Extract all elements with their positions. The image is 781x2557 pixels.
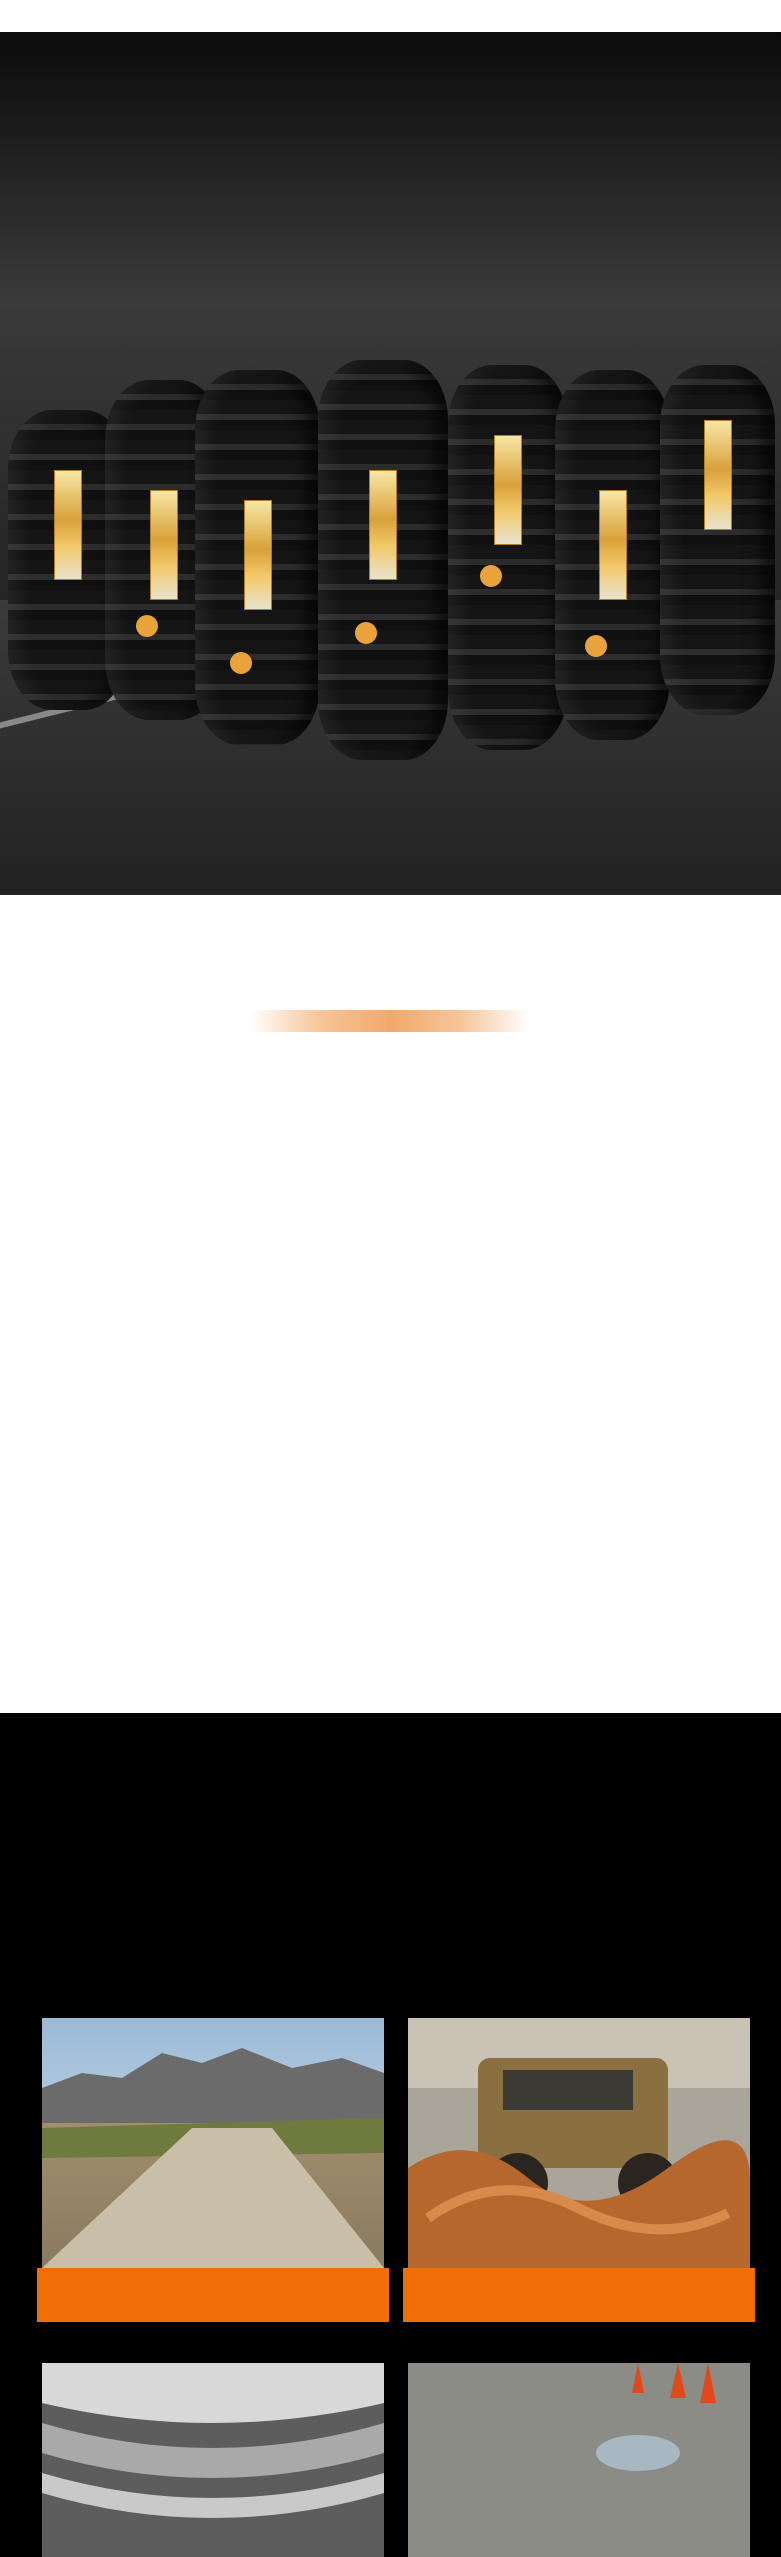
card-caption — [37, 2268, 389, 2322]
pothole-road-photo — [408, 2363, 750, 2557]
tire-image — [660, 365, 775, 715]
tire-lineup-image — [0, 350, 781, 770]
tire-label — [704, 420, 732, 530]
thumbs-up-icon — [585, 635, 607, 657]
muddy-road-photo — [408, 2018, 750, 2268]
road-conditions-section — [0, 1713, 781, 2557]
tire-label — [150, 490, 178, 600]
tire-label — [54, 470, 82, 580]
tire-label — [494, 435, 522, 545]
tire-image — [448, 365, 568, 750]
title-underline-decoration — [250, 1010, 530, 1032]
thumbs-up-icon — [480, 565, 502, 587]
mine-road-photo — [42, 2363, 384, 2557]
thumbs-up-icon — [230, 652, 252, 674]
tire-image — [318, 360, 448, 760]
tire-label — [369, 470, 397, 580]
card-caption — [403, 2268, 755, 2322]
tire-image — [195, 370, 320, 745]
tire-label — [599, 490, 627, 600]
hero-banner — [0, 0, 781, 895]
gravel-road-photo — [42, 2018, 384, 2268]
tire-image — [555, 370, 670, 740]
thumbs-up-icon — [355, 622, 377, 644]
tire-label — [244, 500, 272, 610]
thumbs-up-icon — [136, 615, 158, 637]
